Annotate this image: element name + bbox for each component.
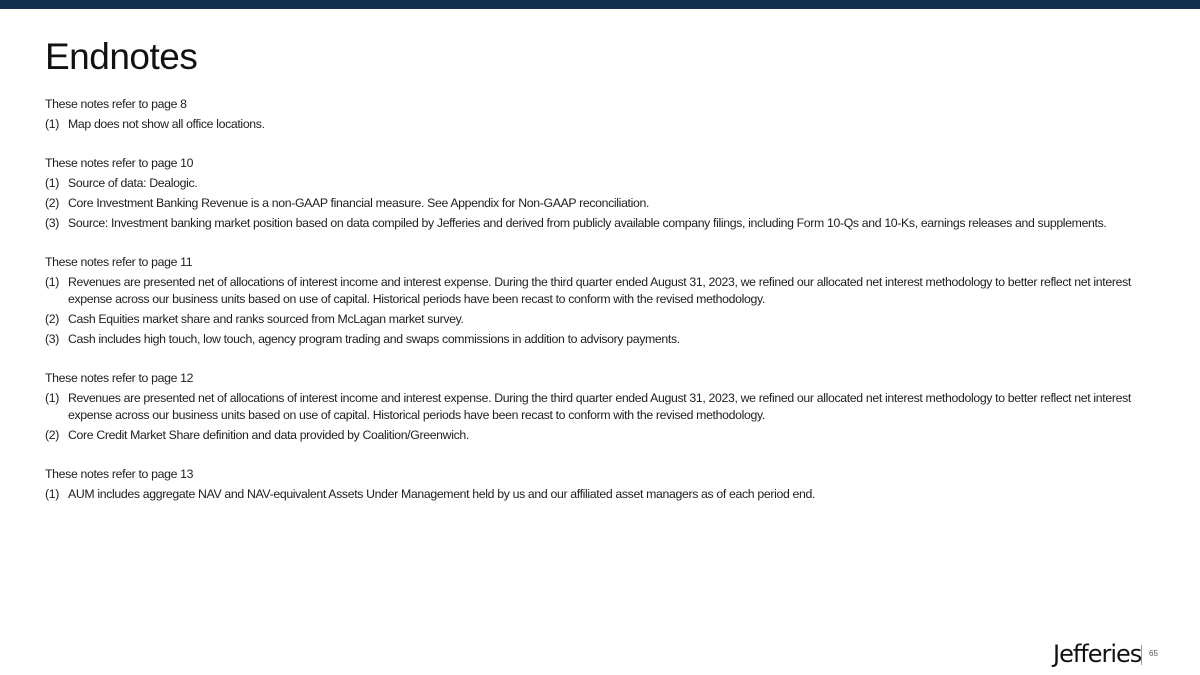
note-number: (1) (45, 275, 59, 289)
note-number: (3) (45, 332, 59, 346)
note-text: Source of data: Dealogic. (68, 176, 198, 190)
note-number: (2) (45, 428, 59, 442)
section-heading: These notes refer to page 13 (45, 467, 194, 481)
note-number: (3) (45, 216, 59, 230)
note-text: Map does not show all office locations. (68, 117, 265, 131)
footer-divider (1141, 645, 1142, 665)
note-number: (1) (45, 487, 59, 501)
section-heading: These notes refer to page 11 (45, 255, 193, 269)
note-number: (2) (45, 196, 59, 210)
note-item (45, 195, 1150, 212)
notes-section-page-11 (45, 254, 1150, 348)
note-text: Core Investment Banking Revenue is a non-GAAP financial measure. See Appendix for Non-GAAP reconciliation. (68, 196, 650, 210)
note-item (45, 175, 1150, 192)
note-item (45, 274, 1150, 308)
page-title: Endnotes (45, 36, 198, 77)
note-number: (1) (45, 117, 59, 131)
endnotes-content (45, 96, 1150, 525)
page-number: 65 (1149, 649, 1158, 658)
notes-section-page-13 (45, 466, 1150, 503)
note-item (45, 311, 1150, 328)
notes-section-page-10 (45, 155, 1150, 232)
note-text: Revenues are presented net of allocations of interest income and interest expense. During the third quarter ended August 31, 2023, we refined our allocated net interest methodology to better reflect net interest expense across our business units based on use of capital. Historical periods have been recast to conform with the revised methodology. (68, 275, 1131, 306)
note-text: Cash Equities market share and ranks sourced from McLagan market survey. (68, 312, 464, 326)
note-text: AUM includes aggregate NAV and NAV-equivalent Assets Under Management held by us and our affiliated asset managers as of each period end. (68, 487, 816, 501)
section-heading: These notes refer to page 12 (45, 371, 194, 385)
section-heading: These notes refer to page 8 (45, 97, 187, 111)
note-item (45, 331, 1150, 348)
note-item (45, 215, 1150, 232)
note-item (45, 116, 1150, 133)
note-text: Cash includes high touch, low touch, agency program trading and swaps commissions in addition to advisory payments. (68, 332, 680, 346)
section-heading: These notes refer to page 10 (45, 156, 194, 170)
notes-section-page-8 (45, 96, 1150, 133)
note-number: (2) (45, 312, 59, 326)
note-text: Revenues are presented net of allocations of interest income and interest expense. During the third quarter ended August 31, 2023, we refined our allocated net interest methodology to better reflect net interest expense across our business units based on use of capital. Historical periods have been recast to conform with the revised methodology. (68, 391, 1131, 422)
note-text: Core Credit Market Share definition and data provided by Coalition/Greenwich. (68, 428, 469, 442)
note-item (45, 486, 1150, 503)
note-item (45, 390, 1150, 424)
note-text: Source: Investment banking market position based on data compiled by Jefferies and derived from publicly available company filings, including Form 10-Qs and 10-Ks, earnings releases and supplements. (68, 216, 1107, 230)
notes-section-page-12 (45, 370, 1150, 444)
note-number: (1) (45, 176, 59, 190)
note-item (45, 427, 1150, 444)
top-accent-bar (0, 0, 1200, 9)
jefferies-logo: Jefferies (1053, 640, 1142, 668)
note-number: (1) (45, 391, 59, 405)
